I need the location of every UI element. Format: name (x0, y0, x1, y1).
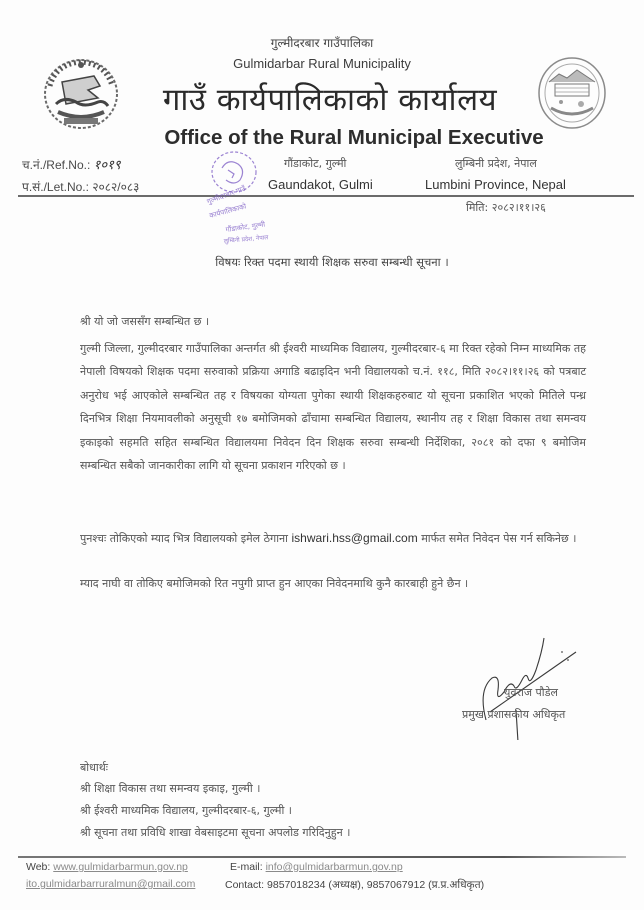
province-nepali: लुम्बिनी प्रदेश, नेपाल (455, 157, 537, 170)
office-title-english: Office of the Rural Municipal Executive (164, 126, 544, 149)
let-label: प.सं./Let.No.: (22, 180, 89, 194)
footer-web (26, 861, 188, 873)
ref-label: च.नं./Ref.No.: (22, 158, 91, 172)
stamp-text-3: गौंडाकोट, गुल्मी (225, 220, 266, 234)
let-value: २०८२/०८३ (92, 180, 140, 194)
letter-number (22, 178, 139, 195)
deadline-note: म्याद नाघी वा तोकिए बमोजिमको रित नपुगी प्राप्त हुन आएका निवेदनमाथि कुनै कारबाही हुने छैन । (80, 577, 469, 590)
gmail-link[interactable]: ito.gulmidarbarruralmun@gmail.com (26, 878, 196, 890)
contact-numbers: 9857018234 (अध्यक्ष), 9857067912 (प्र.प्र.अधिकृत) (267, 879, 485, 891)
official-stamp-icon (198, 148, 290, 246)
cc-item: श्री सूचना तथा प्रविधि शाखा वेबसाइटमा सूचना अपलोड गरिदिनुहुन । (80, 826, 351, 839)
footer-gmail (26, 878, 195, 890)
cc-heading: बोधार्थः (80, 761, 108, 774)
contact-label: Contact: (225, 879, 265, 891)
postscript-after: मार्फत समेत निवेदन पेस गर्न सकिनेछ । (421, 532, 577, 545)
ref-number (22, 155, 121, 173)
nepal-emblem-icon (42, 56, 120, 130)
email-label: E-mail: (230, 861, 263, 873)
header-divider (18, 195, 634, 197)
ref-value: १०१९ (93, 158, 121, 173)
stamp-text-1: गुल्मीदरबार गाउँ (205, 184, 247, 206)
stamp-text-2: कार्यपालिकाको (208, 202, 248, 220)
address-nepali: गौंडाकोट, गुल्मी (284, 157, 347, 170)
letter-subject: विषयः रिक्त पदमा स्थायी शिक्षक सरुवा सम्बन्धी सूचना । (215, 255, 449, 269)
postscript-before: पुनश्चः तोकिएको म्याद भित्र विद्यालयको इमेल ठेगाना (80, 532, 289, 545)
web-label: Web: (26, 861, 51, 873)
municipality-name-nepali: गुल्मीदरबार गाउँपालिका (270, 36, 374, 50)
letter-date: मिति: २०८२।११।२६ (466, 201, 546, 214)
signatory-name: युवराज पौडेल (504, 686, 558, 699)
address-english: Gaundakot, Gulmi (268, 177, 373, 192)
postscript (80, 527, 586, 550)
municipality-name-english: Gulmidarbar Rural Municipality (233, 56, 411, 71)
email-link[interactable]: info@gulmidarbarmun.gov.np (265, 861, 403, 873)
footer-email (230, 861, 403, 873)
letter-body: गुल्मी जिल्ला, गुल्मीदरबार गाउँपालिका अन्तर्गत श्री ईश्वरी माध्यमिक विद्यालय, गुल्मीदरबार-६ मा रिक्त रहेको निम्न माध्यमिक तह नेपाली विषयको शिक्षक पदमा सरुवाको प्रक्रिया अगाडि बढाइदिन भनी विद्यालयको च.नं. ११८, मिति २०८२।११।२६ को पत्रबाट अनुरोध भई आएकोले सम्बन्धित तह र विषयका योग्यता पुगेका स्थायी शिक्षकहरुबाट यो सूचना प्रकाशित भएको मितिले पन्ध्र दिनभित्र शिक्षा नियमावलीको अनुसूची १७ बमोजिमको ढाँचामा सम्बन्धित विद्यालय, स्थानीय तह र शिक्षा विकास तथा समन्वय इकाइको सहमति सहित सम्बन्धित विद्यालयमा निवेदन दिन शिक्षक सरुवा सम्बन्धी निर्देशिका, २०८१ को दफा ९ बमोजिम सम्बन्धित सबैको जानकारीका लागि यो सूचना प्रकाशन गरिएको छ । (80, 342, 586, 473)
website-link[interactable]: www.gulmidarbarmun.gov.np (53, 861, 188, 873)
office-title-nepali: गाउँ कार्यपालिकाको कार्यालय (162, 82, 498, 118)
school-email: ishwari.hss@gmail.com (291, 531, 418, 545)
cc-item: श्री शिक्षा विकास तथा समन्वय इकाइ, गुल्मी । (80, 782, 261, 795)
province-english: Lumbini Province, Nepal (425, 177, 566, 192)
letter-greeting: श्री यो जो जससँग सम्बन्धित छ । (80, 315, 210, 328)
municipality-logo-icon (537, 56, 607, 130)
footer-divider (18, 856, 626, 858)
cc-item: श्री ईश्वरी माध्यमिक विद्यालय, गुल्मीदरबार-६, गुल्मी । (80, 804, 292, 817)
signatory-title: प्रमुख प्रशासकीय अधिकृत (462, 708, 566, 721)
stamp-text-4: लुम्बिनी प्रदेश, नेपाल (223, 234, 269, 245)
footer-contact (225, 878, 484, 892)
